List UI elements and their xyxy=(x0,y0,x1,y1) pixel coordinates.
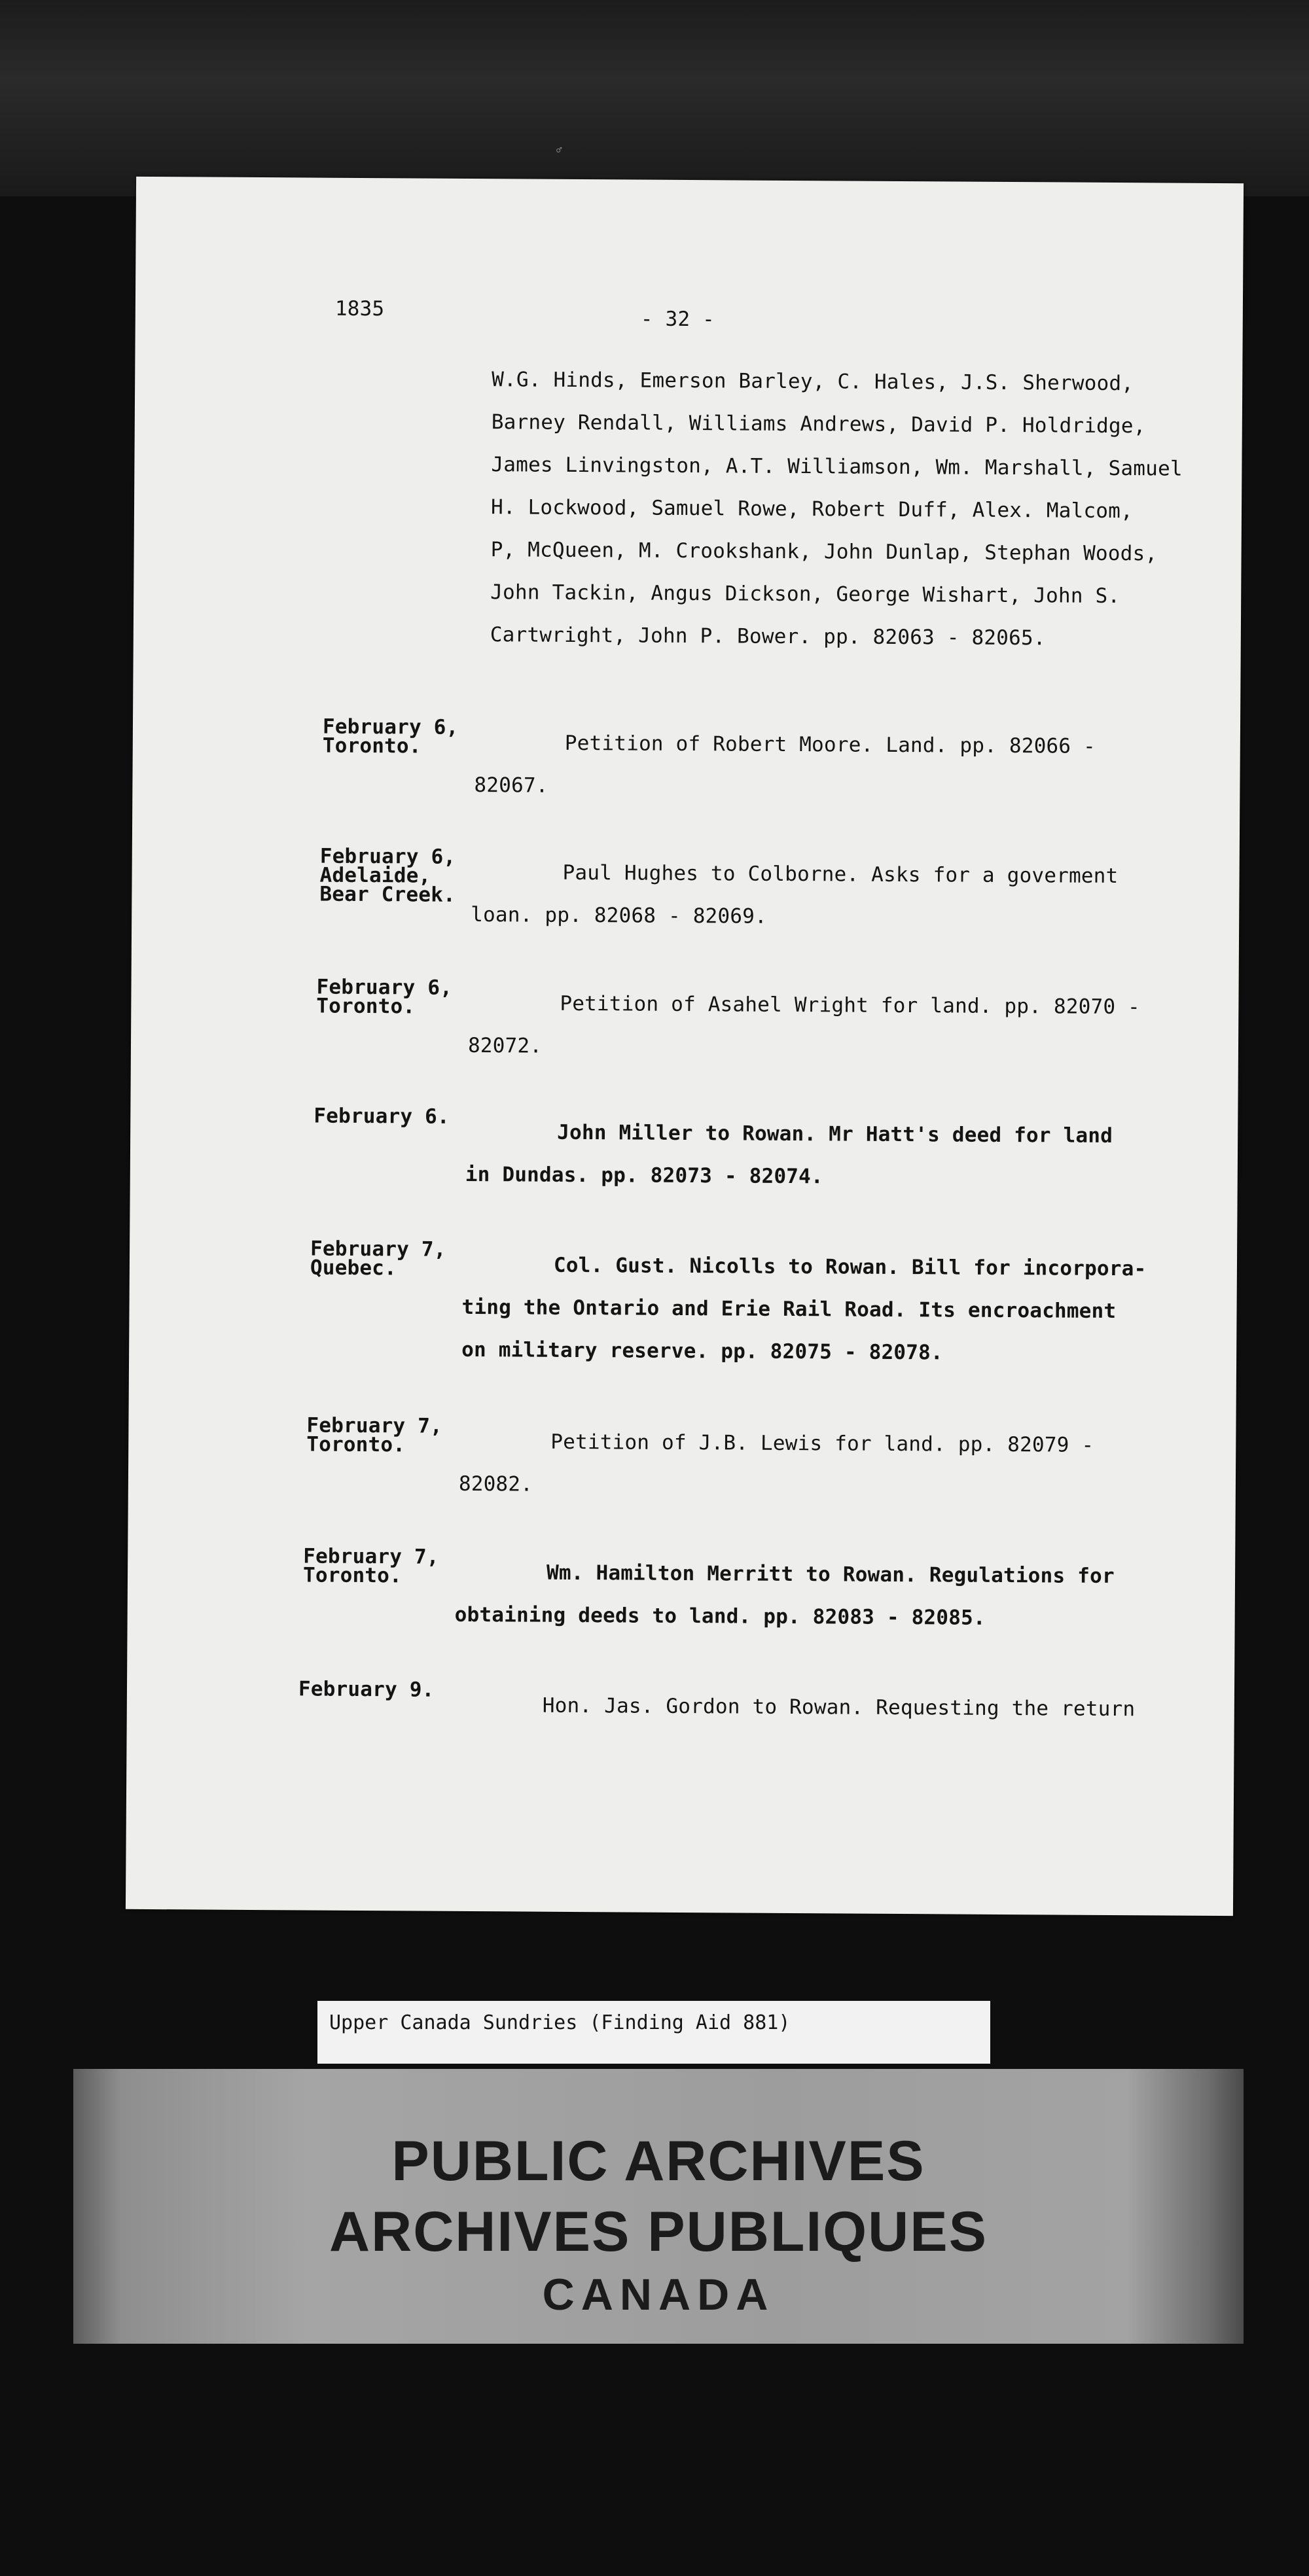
entry-place: Toronto. xyxy=(316,994,416,1019)
stamp-line-archives-publiques: ARCHIVES PUBLIQUES xyxy=(329,2200,988,2263)
text-line: Barney Rendall, Williams Andrews, David P. Holdridge, xyxy=(491,410,1146,438)
entry-text: ting the Ontario and Erie Rail Road. Its encroachment xyxy=(461,1295,1117,1324)
entry-text: 82072. xyxy=(467,1033,543,1058)
text-line: W.G. Hinds, Emerson Barley, C. Hales, J.S. Sherwood, xyxy=(492,368,1134,396)
entry-place: Bear Creek. xyxy=(319,882,456,907)
text-line: P, McQueen, M. Crookshank, John Dunlap, Stephan Woods, xyxy=(490,538,1158,566)
entry-text: Petition of Asahel Wright for land. pp. 82070 - xyxy=(560,991,1141,1019)
entry-date: February 6, xyxy=(322,715,459,739)
entry-date: February 6. xyxy=(314,1104,450,1129)
film-mark: ♂ xyxy=(556,145,562,156)
text-line: H. Lockwood, Samuel Rowe, Robert Duff, Alex. Malcom, xyxy=(490,495,1134,523)
entry-text: obtaining deeds to land. pp. 82083 - 82085. xyxy=(454,1602,986,1630)
entry-text: Paul Hughes to Colborne. Asks for a goverment xyxy=(562,860,1119,889)
finding-aid-label xyxy=(317,2001,990,2064)
entry-text: John Miller to Rowan. Mr Hatt's deed for land xyxy=(557,1120,1113,1148)
entry-date: February 7, xyxy=(310,1237,446,1262)
text-line: Cartwright, John P. Bower. pp. 82063 - 82065. xyxy=(490,623,1046,650)
entry-text: 82082. xyxy=(458,1472,533,1496)
entry-text: in Dundas. pp. 82073 - 82074. xyxy=(465,1162,823,1189)
archives-stamp xyxy=(73,2069,1244,2344)
entry-text: Wm. Hamilton Merritt to Rowan. Regulations for xyxy=(546,1561,1115,1589)
entry-text: 82067. xyxy=(474,773,548,798)
entry-place: Quebec. xyxy=(310,1256,397,1280)
page-year: 1835 xyxy=(334,296,385,321)
text-line: John Tackin, Angus Dickson, George Wishart, John S. xyxy=(490,580,1121,609)
page-number: - 32 - xyxy=(640,307,715,332)
entry-place: Toronto. xyxy=(306,1432,406,1457)
entry-date: February 6, xyxy=(319,844,456,869)
entry-date: February 9. xyxy=(298,1677,435,1702)
entry-place: Toronto. xyxy=(322,733,421,758)
stamp-line-canada: CANADA xyxy=(542,2270,775,2320)
entry-text: Petition of J.B. Lewis for land. pp. 82079 - xyxy=(550,1430,1094,1457)
entry-text: Petition of Robert Moore. Land. pp. 82066 - xyxy=(564,731,1096,758)
entry-date: February 7, xyxy=(306,1413,443,1438)
stamp-line-public-archives: PUBLIC ARCHIVES xyxy=(391,2130,925,2193)
film-border-top xyxy=(0,0,1309,196)
entry-place: Adelaide, xyxy=(319,863,431,888)
document-page xyxy=(126,177,1244,1916)
entry-text: Hon. Jas. Gordon to Rowan. Requesting the return xyxy=(542,1693,1136,1721)
entry-text: loan. pp. 82068 - 82069. xyxy=(471,903,768,928)
entry-text: Col. Gust. Nicolls to Rowan. Bill for incorpora- xyxy=(553,1253,1147,1281)
finding-aid-text: Upper Canada Sundries (Finding Aid 881) xyxy=(329,2011,791,2034)
entry-text: on military reserve. pp. 82075 - 82078. xyxy=(461,1337,943,1365)
entry-place: Toronto. xyxy=(302,1563,403,1588)
text-line: James Linvingston, A.T. Williamson, Wm. Marshall, Samuel xyxy=(491,453,1183,481)
entry-date: February 6, xyxy=(316,975,453,1000)
entry-date: February 7, xyxy=(303,1544,439,1569)
